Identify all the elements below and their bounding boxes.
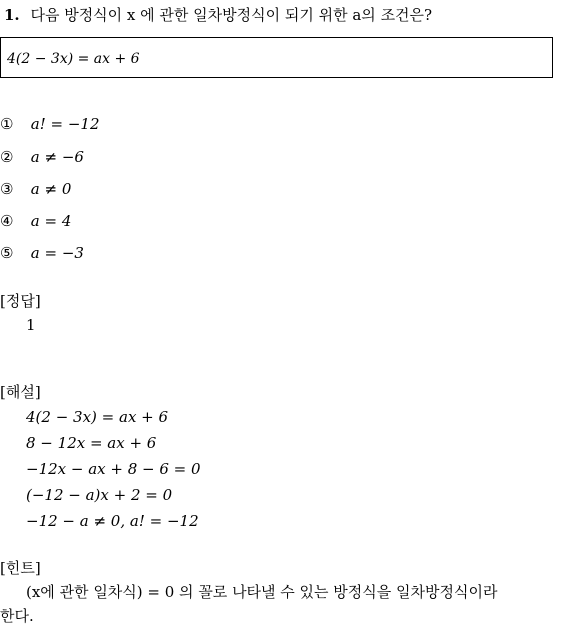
question-number: 1. <box>4 6 20 24</box>
question-line <box>4 6 432 24</box>
question-text: 다음 방정식이 x 에 관한 일차방정식이 되기 위한 a의 조건은? <box>30 6 433 24</box>
option-3-expr: a ≠ 0 <box>30 180 72 198</box>
equation-box <box>0 37 553 78</box>
option-2 <box>0 148 84 166</box>
hint-text <box>0 580 574 628</box>
option-4 <box>0 212 71 230</box>
option-2-expr: a ≠ −6 <box>30 148 84 166</box>
answer-value: 1 <box>26 316 36 334</box>
option-5 <box>0 244 84 262</box>
explanation-line-3: −12x − ax + 8 − 6 = 0 <box>26 460 201 478</box>
explanation-line-4: (−12 − a)x + 2 = 0 <box>26 486 173 504</box>
option-3 <box>0 180 71 198</box>
answer-heading: [정답] <box>0 292 41 310</box>
explanation-line-2: 8 − 12x = ax + 6 <box>26 434 157 452</box>
hint-line-1: (x에 관한 일차식) = 0 의 꼴로 나타낼 수 있는 방정식을 일차방정식이라 <box>26 583 498 601</box>
option-5-expr: a = −3 <box>30 244 84 262</box>
option-5-mark: ⑤ <box>0 244 14 262</box>
explanation-heading: [해설] <box>0 383 41 401</box>
hint-heading: [힌트] <box>0 559 41 577</box>
explanation-line-1: 4(2 − 3x) = ax + 6 <box>26 408 169 426</box>
option-1-expr: a! = −12 <box>30 115 100 133</box>
option-3-mark: ③ <box>0 180 14 198</box>
option-1-mark: ① <box>0 115 14 133</box>
hint-line-2: 한다. <box>0 607 34 625</box>
option-4-mark: ④ <box>0 212 14 230</box>
option-4-expr: a = 4 <box>30 212 72 230</box>
explanation-line-5: −12 − a ≠ 0, a! = −12 <box>26 512 199 530</box>
option-1 <box>0 115 100 133</box>
option-2-mark: ② <box>0 148 14 166</box>
equation-text: 4(2 − 3x) = ax + 6 <box>7 51 140 67</box>
